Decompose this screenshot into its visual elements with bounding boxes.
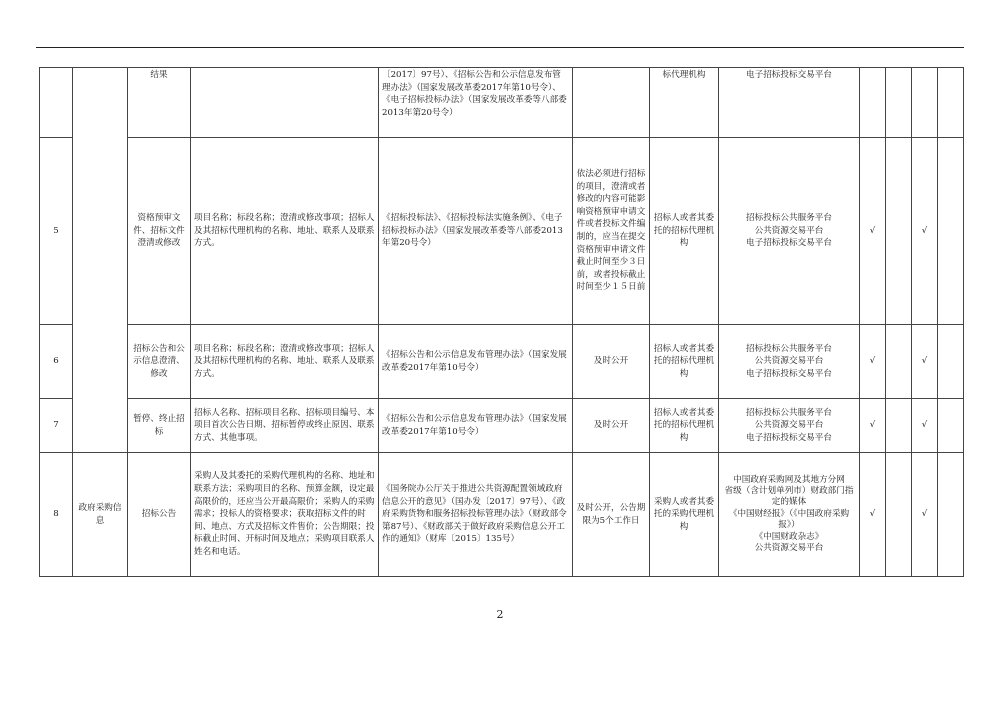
basis-cell: 《国务院办公厅关于推进公共资源配置领域政府信息公开的意见》（国办发〔2017〕97号）、《政府采购货物和服务招标投标管理办法》（财政部令第87号）、《财政部关于做好政府采购信息公开工作的通知》（财库〔2015〕135号） (379, 453, 573, 577)
subject-cell: 标代理机构 (650, 68, 719, 138)
check-cell (886, 399, 912, 453)
basis-cell: 《招标公告和公示信息发布管理办法》（国家发展改革委2017年第10号令） (379, 399, 573, 453)
timing-cell: 依法必须进行招标的项目，澄清或者修改的内容可能影响资格预审申请文件或者投标文件编制的，应当在提交资格预审申请文件截止时间至少３日前，或者投标截止时间至少１５日前 (573, 138, 650, 325)
channel-cell (719, 399, 860, 453)
item-cell: 招标公告和公示信息澄清、修改 (128, 325, 191, 399)
subject-cell: 招标人或者其委托的招标代理机构 (650, 399, 719, 453)
channel-cell (719, 325, 860, 399)
check-cell (912, 68, 938, 138)
table-row (40, 453, 964, 577)
item-cell: 招标公告 (128, 453, 191, 577)
row-number: 5 (40, 138, 73, 325)
table-row (40, 138, 964, 325)
check-cell (938, 68, 964, 138)
check-cell (860, 68, 886, 138)
check-cell (886, 68, 912, 138)
channel-cell (719, 453, 860, 577)
timing-cell: 及时公开 (573, 325, 650, 399)
check-cell (938, 138, 964, 325)
row-number (40, 68, 73, 138)
table-row (40, 399, 964, 453)
check-cell (938, 453, 964, 577)
basis-cell: 〔2017〕97号）、《招标公告和公示信息发布管理办法》（国家发展改革委2017年第10号令）、《电子招标投标办法》（国家发展改革委等八部委2013年第20号令） (379, 68, 573, 138)
channel-text: 招标投标公共服务平台 公共资源交易平台 电子招标投标交易平台 (746, 407, 832, 443)
check-cell: √ (912, 399, 938, 453)
category-cell: 政府采购信息 (73, 453, 128, 577)
check-cell: √ (912, 453, 938, 577)
timing-cell (573, 68, 650, 138)
table-row (40, 325, 964, 399)
page-number: 2 (496, 608, 504, 621)
check-cell (938, 399, 964, 453)
content-cell: 项目名称；标段名称；澄清或修改事项；招标人及其招标代理机构的名称、地址、联系人及联系方式。 (191, 325, 379, 399)
disclosure-table (39, 67, 964, 577)
check-cell (938, 325, 964, 399)
channel-text: 招标投标公共服务平台 公共资源交易平台 电子招标投标交易平台 (746, 213, 832, 249)
basis-cell: 《招标公告和公示信息发布管理办法》（国家发展改革委2017年第10号令） (379, 325, 573, 399)
check-cell (886, 453, 912, 577)
subject-cell: 采购人或者其委托的采购代理机构 (650, 453, 719, 577)
row-number: 8 (40, 453, 73, 577)
channel-text: 招标投标公共服务平台 公共资源交易平台 电子招标投标交易平台 (746, 343, 832, 379)
check-cell: √ (860, 325, 886, 399)
check-cell (886, 325, 912, 399)
table-row (40, 68, 964, 138)
check-cell: √ (860, 399, 886, 453)
channel-cell (719, 138, 860, 325)
timing-cell: 及时公开，公告期限为5个工作日 (573, 453, 650, 577)
timing-cell: 及时公开 (573, 399, 650, 453)
row-number: 6 (40, 325, 73, 399)
check-cell (886, 138, 912, 325)
basis-cell: 《招标投标法》、《招标投标法实施条例》、《电子招标投标办法》（国家发展改革委等八部委2013年第20号令） (379, 138, 573, 325)
item-cell: 资格预审文件、招标文件澄清或修改 (128, 138, 191, 325)
content-cell (191, 68, 379, 138)
content-cell: 招标人名称、招标项目名称、招标项目编号、本项目首次公告日期、招标暂停或终止原因、联系方式、其他事项。 (191, 399, 379, 453)
item-cell: 暂停、终止招标 (128, 399, 191, 453)
check-cell: √ (912, 325, 938, 399)
check-cell: √ (912, 138, 938, 325)
channel-text: 中国政府采购网及其地方分网 省级（含计划单列市）财政部门指定的媒体 《中国财经报》（《中国政府采购报》） 《中国财政杂志》 公共资源交易平台 (724, 474, 854, 554)
check-cell: √ (860, 453, 886, 577)
content-cell: 采购人及其委托的采购代理机构的名称、地址和联系方法；采购项目的名称、预算金额，设定最高限价的，还应当公开最高限价；采购人的采购需求；投标人的资格要求；获取招标文件的时间、地点、方式及招标文件售价；公告期限；投标截止时间、开标时间及地点；采购项目联系人姓名和电话。 (191, 453, 379, 577)
item-cell: 结果 (128, 68, 191, 138)
row-number: 7 (40, 399, 73, 453)
check-cell: √ (860, 138, 886, 325)
subject-cell: 招标人或者其委托的招标代理机构 (650, 138, 719, 325)
content-cell: 项目名称；标段名称；澄清或修改事项；招标人及其招标代理机构的名称、地址、联系人及联系方式。 (191, 138, 379, 325)
header-rule (36, 47, 964, 48)
subject-cell: 招标人或者其委托的招标代理机构 (650, 325, 719, 399)
category-cell (73, 68, 128, 453)
channel-cell: 电子招标投标交易平台 (719, 68, 860, 138)
